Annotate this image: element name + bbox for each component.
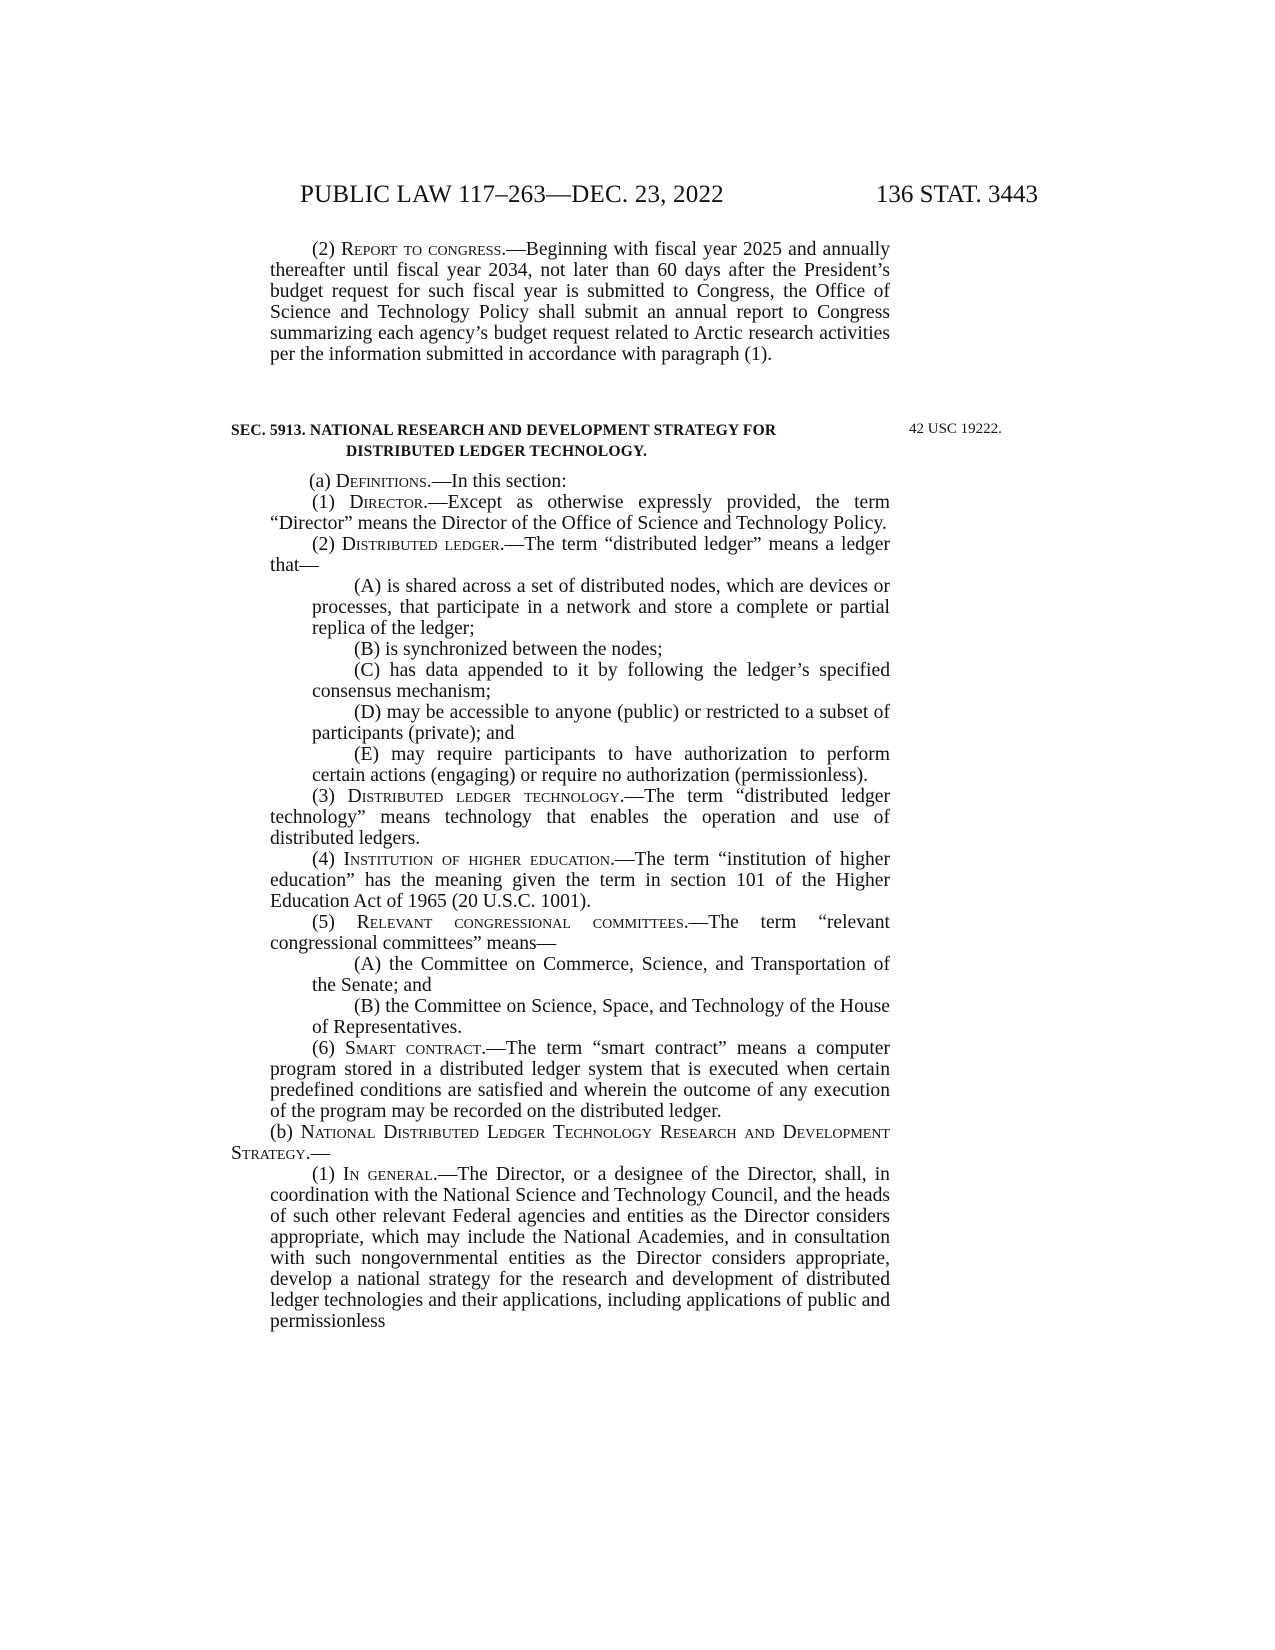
definition-text: —The term “relevant congressional committees” means— [270,912,890,954]
subsection-b [231,1122,890,1164]
margin-citation: 42 USC 19222. [909,421,1002,437]
definition-number: (4) [312,849,344,870]
definition-2 [270,534,890,576]
definition-text: —The term “smart contract” means a computer program stored in a distributed ledger system that is executed when certain predefined conditions are satisfied and wherein the outcome of any execution of the program may be recorded on the distributed ledger. [270,1038,890,1122]
definition-number: (5) [312,912,357,933]
definition-6 [270,1038,890,1122]
paragraph-number: (2) [312,239,341,260]
definition-text: —The term “distributed ledger” means a ledger that— [270,534,891,576]
paragraph-number: (1) [312,1164,343,1185]
section-heading-line-2: DISTRIBUTED LEDGER TECHNOLOGY. [346,443,648,460]
definition-3 [270,786,890,849]
subsection-text: — [310,1143,331,1164]
definition-heading: Institution of higher education. [343,849,615,870]
definition-4 [270,849,890,912]
strategy-general [270,1164,890,1332]
paragraph-heading: Report to congress. [340,239,507,260]
definition-number: (1) [312,492,350,513]
definition-2-item-e: (E) may require participants to have authorization to perform certain actions (engaging) or require no authorization (permissionless). [312,744,890,786]
definition-heading: Distributed ledger technology. [347,786,625,807]
definition-1 [270,492,890,534]
definition-number: (6) [312,1038,346,1059]
section-heading [231,420,891,462]
definition-5 [270,912,890,954]
definition-5-item-a: (A) the Committee on Commerce, Science, and Transportation of the Senate; and [312,954,890,996]
section-heading-line-1: SEC. 5913. NATIONAL RESEARCH AND DEVELOPMENT STRATEGY FOR [231,422,777,439]
running-header [300,181,1038,217]
definition-2-item-b: (B) is synchronized between the nodes; [354,639,663,660]
definition-2-item-a: (A) is shared across a set of distributed nodes, which are devices or processes, that participate in a network and store a complete or partial replica of the ledger; [312,576,890,639]
subsection-heading: Definitions. [335,471,432,492]
definition-text: —The term “distributed ledger technology” means technology that enables the operation and use of distributed ledgers. [270,786,891,849]
subsection-text: —In this section: [431,471,567,492]
definition-2-item-d: (D) may be accessible to anyone (public) or restricted to a subset of participants (private); and [312,702,890,744]
section-body [231,471,891,1332]
paragraph-text: —Beginning with fiscal year 2025 and annually thereafter until fiscal year 2034, not later than 60 days after the President’s budget request for such fiscal year is submitted to Congress, the Office of Science and Technology Policy shall submit an annual report to Congress summarizing each agency’s budget request related to Arctic research activities per the information submitted in accordance with paragraph (1). [270,239,890,365]
definition-heading: Director. [349,492,429,513]
paragraph-2-block [270,239,890,365]
paragraph-heading: In general. [342,1164,438,1185]
definition-heading: Relevant congressional committees. [356,912,689,933]
subsection-number: (a) [309,471,336,492]
definition-heading: Distributed ledger. [341,534,505,555]
subsection-number: (b) [270,1122,301,1143]
definition-number: (2) [312,534,342,555]
definition-5-item-b: (B) the Committee on Science, Space, and Technology of the House of Representatives. [312,996,890,1038]
subsection-heading: National Distributed Ledger Technology Research and Development Strategy. [231,1122,890,1164]
definition-number: (3) [312,786,348,807]
paragraph-text: —The Director, or a designee of the Director, shall, in coordination with the National Science and Technology Council, and the heads of such other relevant Federal agencies and entities as the Director considers appropriate, which may include the National Academies, and in consultation with such nongovernmental entities as the Director considers appropriate, develop a national strategy for the research and development of distributed ledger technologies and their applications, including applications of public and permissionless [270,1164,890,1332]
paragraph-2 [270,239,890,365]
header-title: PUBLIC LAW 117–263—DEC. 23, 2022 [300,181,724,208]
definition-heading: Smart contract. [345,1038,487,1059]
definition-2-item-c: (C) has data appended to it by following the ledger’s specified consensus mechanism; [312,660,890,702]
definition-text: —The term “institution of higher education” has the meaning given the term in section 101 of the Higher Education Act of 1965 (20 U.S.C. 1001). [270,849,891,912]
header-page-number: 136 STAT. 3443 [875,181,1038,208]
subsection-a [231,471,890,492]
definition-text: —Except as otherwise expressly provided, the term “Director” means the Director of the Office of Science and Technology Policy. [270,492,890,534]
